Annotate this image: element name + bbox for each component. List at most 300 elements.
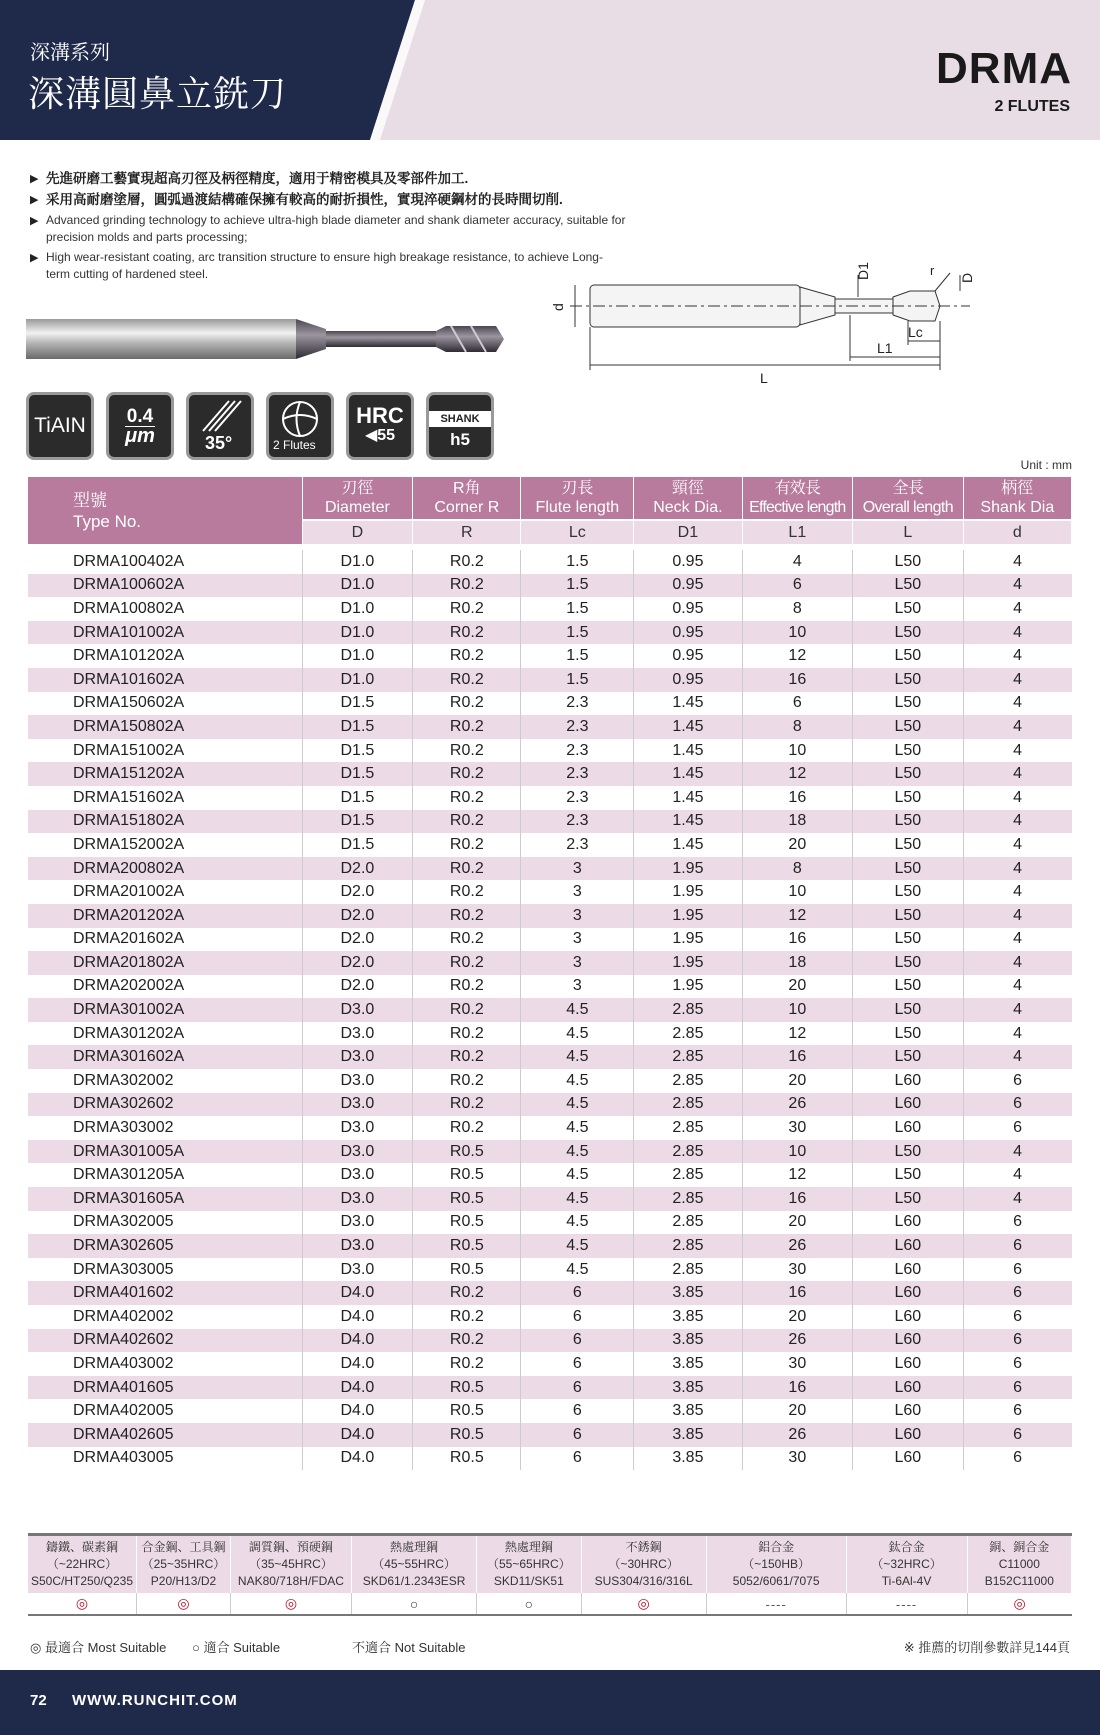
- spec-cell: 2.85: [634, 1116, 742, 1140]
- spec-cell: 26: [742, 1093, 853, 1117]
- spec-cell: 18: [742, 951, 853, 975]
- type-no-cell: DRMA200802A: [28, 857, 302, 881]
- materials-header-row: [28, 1535, 1072, 1594]
- spec-cell: 1.45: [634, 833, 742, 857]
- spec-cell: R0.5: [413, 1234, 521, 1258]
- dim-r-label: r: [930, 263, 935, 278]
- material-header: [137, 1535, 231, 1594]
- spec-cell: 4.5: [521, 998, 634, 1022]
- table-row: [28, 762, 1072, 786]
- material-rating: [846, 1593, 967, 1615]
- spec-cell: L50: [853, 715, 964, 739]
- feature-text: High wear-resistant coating, arc transition structure to ensure high breakage resistance, to achieve Long-term cutting of hardened steel.: [46, 250, 603, 281]
- spec-cell: L60: [853, 1423, 964, 1447]
- spec-cell: L50: [853, 1022, 964, 1046]
- spec-cell: 6: [963, 1376, 1071, 1400]
- type-no-cell: DRMA152002A: [28, 833, 302, 857]
- table-row: [28, 1305, 1072, 1329]
- table-row: [28, 1045, 1072, 1069]
- table-row: [28, 692, 1072, 716]
- spec-cell: 12: [742, 904, 853, 928]
- type-no-cell: DRMA302005: [28, 1211, 302, 1235]
- spec-cell: L50: [853, 668, 964, 692]
- material-grades: SKD61/1.2343ESR: [362, 1574, 466, 1588]
- spec-cell: 4.5: [521, 1022, 634, 1046]
- legend-none: 不適合 Not Suitable: [352, 1640, 466, 1655]
- spec-cell: 4: [963, 928, 1071, 952]
- table-row: [28, 1069, 1072, 1093]
- feature-text: 先進研磨工藝實現超高刃徑及柄徑精度，適用于精密模具及零部件加工.: [46, 171, 469, 186]
- spec-cell: 1.95: [634, 975, 742, 999]
- material-header: [846, 1535, 967, 1594]
- table-row: [28, 833, 1072, 857]
- spec-cell: 4.5: [521, 1163, 634, 1187]
- type-no-cell: DRMA202002A: [28, 975, 302, 999]
- material-range: （~150HB）: [742, 1557, 810, 1571]
- material-range: （45~55HRC）: [372, 1557, 456, 1571]
- spec-cell: 16: [742, 1376, 853, 1400]
- spec-cell: 1.5: [521, 574, 634, 598]
- header-type-no: [28, 477, 302, 544]
- spec-cell: 18: [742, 810, 853, 834]
- spec-cell: D4.0: [302, 1352, 413, 1376]
- spec-cell: 12: [742, 1022, 853, 1046]
- spec-cell: 4: [963, 550, 1071, 574]
- table-row: [28, 1399, 1072, 1423]
- spec-cell: L50: [853, 1140, 964, 1164]
- spec-cell: 4.5: [521, 1187, 634, 1211]
- most-suitable-icon: ◎: [284, 1595, 298, 1611]
- spec-cell: D1.0: [302, 668, 413, 692]
- table-row: [28, 1093, 1072, 1117]
- flutes-label: 2 FLUTES: [994, 98, 1070, 115]
- flutes-icon-label: 2 Flutes: [273, 438, 316, 452]
- header-shank-dia: [963, 477, 1071, 520]
- materials-rating-row: [28, 1593, 1072, 1615]
- spec-cell: 4: [742, 550, 853, 574]
- table-row: [28, 857, 1072, 881]
- type-no-cell: DRMA151002A: [28, 739, 302, 763]
- type-no-cell: DRMA401605: [28, 1376, 302, 1400]
- table-row: [28, 1423, 1072, 1447]
- spec-cell: 0.95: [634, 621, 742, 645]
- feature-bullet: [30, 191, 730, 209]
- shank-value: h5: [450, 430, 470, 449]
- material-name: 熱處理鋼: [504, 1540, 553, 1554]
- material-rating: [230, 1593, 351, 1615]
- type-no-cell: DRMA151202A: [28, 762, 302, 786]
- spec-cell: 20: [742, 833, 853, 857]
- spec-cell: 4: [963, 739, 1071, 763]
- dim-D-label: D: [959, 272, 975, 283]
- material-header: [28, 1535, 137, 1594]
- header-neck-dia: [634, 477, 742, 520]
- spec-cell: 1.45: [634, 739, 742, 763]
- table-row: [28, 715, 1072, 739]
- page-header: [0, 0, 1100, 140]
- spec-table-container: [28, 477, 1072, 1470]
- spec-cell: 10: [742, 880, 853, 904]
- material-rating: [351, 1593, 476, 1615]
- type-no-cell: DRMA100402A: [28, 550, 302, 574]
- material-range: （~30HRC）: [608, 1557, 679, 1571]
- spec-cell: 1.95: [634, 904, 742, 928]
- spec-cell: L50: [853, 621, 964, 645]
- spec-cell: 4: [963, 621, 1071, 645]
- table-row: [28, 1281, 1072, 1305]
- spec-cell: 10: [742, 998, 853, 1022]
- symbol-D: D: [302, 520, 413, 544]
- table-row: [28, 668, 1072, 692]
- spec-cell: 1.5: [521, 621, 634, 645]
- material-grades: SUS304/316/316L: [594, 1574, 693, 1588]
- unit-label: Unit : mm: [1020, 458, 1072, 472]
- spec-cell: 20: [742, 1399, 853, 1423]
- shank-label: SHANK: [429, 411, 491, 427]
- header-en: Shank Dia: [980, 499, 1055, 516]
- spec-cell: L50: [853, 975, 964, 999]
- material-header: [477, 1535, 581, 1594]
- header-zh: 柄徑: [1001, 480, 1034, 497]
- spec-cell: 4: [963, 951, 1071, 975]
- type-no-cell: DRMA101202A: [28, 644, 302, 668]
- spec-cell: 6: [521, 1447, 634, 1471]
- spec-cell: D3.0: [302, 1045, 413, 1069]
- spec-cell: 1.45: [634, 810, 742, 834]
- type-no-cell: DRMA301002A: [28, 998, 302, 1022]
- spec-cell: 1.95: [634, 951, 742, 975]
- spec-table: [28, 477, 1072, 1470]
- spec-cell: 4: [963, 715, 1071, 739]
- spec-cell: 12: [742, 1163, 853, 1187]
- spec-cell: R0.2: [413, 1022, 521, 1046]
- not-suitable-mark: ----: [765, 1596, 787, 1612]
- spec-cell: D4.0: [302, 1376, 413, 1400]
- material-name: 鈦合金: [888, 1540, 925, 1554]
- spec-cell: 4: [963, 1163, 1071, 1187]
- spec-cell: L60: [853, 1258, 964, 1282]
- material-range: （~22HRC）: [46, 1557, 118, 1571]
- spec-cell: R0.2: [413, 880, 521, 904]
- table-row: [28, 904, 1072, 928]
- website-link[interactable]: WWW.RUNCHIT.COM: [72, 1692, 238, 1709]
- spec-cell: 1.95: [634, 928, 742, 952]
- spec-cell: 4: [963, 762, 1071, 786]
- symbol-L1: L1: [742, 520, 853, 544]
- spec-cell: 30: [742, 1116, 853, 1140]
- spec-cell: 3.85: [634, 1281, 742, 1305]
- coating-icon: [26, 392, 94, 460]
- material-name: 鋁合金: [758, 1540, 795, 1554]
- table-row: [28, 621, 1072, 645]
- spec-cell: 6: [963, 1352, 1071, 1376]
- spec-cell: R0.2: [413, 762, 521, 786]
- page-number: 72: [30, 1692, 47, 1709]
- spec-cell: 16: [742, 668, 853, 692]
- spec-cell: 4: [963, 904, 1071, 928]
- spec-cell: 2.85: [634, 1045, 742, 1069]
- spec-cell: L50: [853, 998, 964, 1022]
- header-zh: 型號: [73, 490, 107, 510]
- spec-cell: D2.0: [302, 975, 413, 999]
- spec-cell: 26: [742, 1329, 853, 1353]
- table-row: [28, 1187, 1072, 1211]
- spec-cell: 4.5: [521, 1140, 634, 1164]
- spec-cell: L60: [853, 1234, 964, 1258]
- spec-cell: 0.95: [634, 644, 742, 668]
- spec-cell: 2.85: [634, 1163, 742, 1187]
- spec-cell: D3.0: [302, 1258, 413, 1282]
- spec-cell: D2.0: [302, 928, 413, 952]
- type-no-cell: DRMA201002A: [28, 880, 302, 904]
- header-flute-length: [521, 477, 634, 520]
- spec-cell: 3.85: [634, 1376, 742, 1400]
- spec-cell: 6: [963, 1423, 1071, 1447]
- type-no-cell: DRMA201202A: [28, 904, 302, 928]
- spec-cell: D1.5: [302, 715, 413, 739]
- table-row: [28, 1163, 1072, 1187]
- spec-cell: D3.0: [302, 1211, 413, 1235]
- spec-cell: 30: [742, 1258, 853, 1282]
- material-rating: [967, 1593, 1071, 1615]
- coating-label: TiAIN: [34, 414, 86, 437]
- table-row: [28, 810, 1072, 834]
- spec-cell: 2.3: [521, 762, 634, 786]
- spec-cell: 4: [963, 668, 1071, 692]
- table-row: [28, 880, 1072, 904]
- table-row: [28, 1211, 1072, 1235]
- type-no-cell: DRMA303002: [28, 1116, 302, 1140]
- spec-cell: 3: [521, 904, 634, 928]
- table-row: [28, 1352, 1072, 1376]
- spec-cell: 2.85: [634, 1069, 742, 1093]
- spec-cell: 4: [963, 1140, 1071, 1164]
- spec-cell: 2.85: [634, 1258, 742, 1282]
- roughness-icon: [106, 392, 174, 460]
- type-no-cell: DRMA401602: [28, 1281, 302, 1305]
- spec-cell: 1.5: [521, 668, 634, 692]
- materials-table-container: [28, 1533, 1072, 1616]
- spec-cell: R0.5: [413, 1376, 521, 1400]
- hrc-icon: [346, 392, 414, 460]
- material-header: [351, 1535, 476, 1594]
- table-row: [28, 1376, 1072, 1400]
- triangle-bullet-icon: ▶: [30, 173, 39, 185]
- spec-cell: 1.45: [634, 786, 742, 810]
- tool-photo: [26, 315, 556, 365]
- spec-cell: 4.5: [521, 1234, 634, 1258]
- spec-cell: 6: [963, 1258, 1071, 1282]
- most-suitable-icon: ◎: [75, 1595, 89, 1611]
- spec-cell: D4.0: [302, 1281, 413, 1305]
- spec-cell: L50: [853, 951, 964, 975]
- spec-cell: D3.0: [302, 1140, 413, 1164]
- spec-cell: 4.5: [521, 1211, 634, 1235]
- spec-cell: 4.5: [521, 1258, 634, 1282]
- spec-cell: L50: [853, 1163, 964, 1187]
- most-suitable-icon: ◎: [637, 1595, 650, 1611]
- spec-cell: L60: [853, 1329, 964, 1353]
- suitable-icon: ○: [409, 1595, 419, 1612]
- legend-best: ◎ 最適合 Most Suitable: [30, 1640, 167, 1655]
- helix-angle-icon: [186, 392, 254, 460]
- spec-cell: 16: [742, 786, 853, 810]
- feature-list: [30, 170, 730, 286]
- most-suitable-icon: ◎: [1013, 1595, 1026, 1611]
- type-no-cell: DRMA301602A: [28, 1045, 302, 1069]
- table-row: [28, 1329, 1072, 1353]
- material-name: 不銹鋼: [625, 1540, 662, 1554]
- spec-cell: D3.0: [302, 1069, 413, 1093]
- feature-text: Advanced grinding technology to achieve ultra-high blade diameter and shank diameter accuracy, suitable for precision molds and parts processing;: [46, 213, 626, 244]
- helix-angle-label: 35°: [205, 433, 233, 453]
- header-effective-length: [742, 477, 853, 520]
- spec-cell: D1.5: [302, 739, 413, 763]
- material-name: 調質鋼、預硬鋼: [248, 1540, 333, 1554]
- dim-d-label: d: [550, 303, 566, 311]
- spec-cell: L50: [853, 550, 964, 574]
- spec-cell: D1.0: [302, 550, 413, 574]
- type-no-cell: DRMA402002: [28, 1305, 302, 1329]
- spec-cell: 1.95: [634, 880, 742, 904]
- spec-cell: R0.2: [413, 739, 521, 763]
- spec-cell: R0.2: [413, 1329, 521, 1353]
- spec-cell: D4.0: [302, 1447, 413, 1471]
- spec-icons: [26, 392, 494, 460]
- material-header: [230, 1535, 351, 1594]
- symbol-L: L: [853, 520, 964, 544]
- type-no-cell: DRMA402005: [28, 1399, 302, 1423]
- spec-cell: 0.95: [634, 574, 742, 598]
- spec-cell: L60: [853, 1093, 964, 1117]
- spec-cell: 0.95: [634, 550, 742, 574]
- spec-cell: 3: [521, 951, 634, 975]
- spec-cell: 2.3: [521, 692, 634, 716]
- spec-cell: R0.5: [413, 1140, 521, 1164]
- spec-cell: D2.0: [302, 880, 413, 904]
- table-row: [28, 1022, 1072, 1046]
- shank-tolerance-icon: [426, 392, 494, 460]
- spec-cell: 6: [963, 1093, 1071, 1117]
- spec-cell: D3.0: [302, 1116, 413, 1140]
- material-grades: NAK80/718H/FDAC: [237, 1574, 344, 1588]
- spec-cell: L60: [853, 1211, 964, 1235]
- header-en: Overall length: [862, 499, 954, 516]
- material-rating: [706, 1593, 846, 1615]
- spec-cell: 6: [521, 1281, 634, 1305]
- spec-cell: 4: [963, 786, 1071, 810]
- spec-cell: 3.85: [634, 1352, 742, 1376]
- spec-cell: 26: [742, 1234, 853, 1258]
- table-row: [28, 998, 1072, 1022]
- spec-cell: 16: [742, 928, 853, 952]
- roughness-value: 0.4: [126, 405, 154, 427]
- spec-cell: 2.3: [521, 739, 634, 763]
- spec-table-body: [28, 544, 1072, 1470]
- spec-cell: 12: [742, 762, 853, 786]
- spec-cell: D4.0: [302, 1423, 413, 1447]
- spec-cell: R0.2: [413, 786, 521, 810]
- spec-cell: R0.2: [413, 1045, 521, 1069]
- material-grades: P20/H13/D2: [150, 1574, 217, 1588]
- material-name: 銅、銅合金: [989, 1540, 1050, 1554]
- type-no-cell: DRMA151602A: [28, 786, 302, 810]
- spec-cell: R0.2: [413, 1069, 521, 1093]
- material-name: 鑄鐵、碳素鋼: [46, 1540, 119, 1554]
- table-row: [28, 597, 1072, 621]
- header-zh: 頸徑: [671, 480, 704, 497]
- dim-L1-label: L1: [877, 340, 893, 356]
- spec-cell: R0.2: [413, 833, 521, 857]
- material-range: （35~45HRC）: [249, 1557, 333, 1571]
- spec-cell: D1.5: [302, 786, 413, 810]
- type-no-cell: DRMA301202A: [28, 1022, 302, 1046]
- spec-cell: D4.0: [302, 1399, 413, 1423]
- spec-cell: D3.0: [302, 998, 413, 1022]
- spec-cell: L50: [853, 597, 964, 621]
- spec-cell: 4: [963, 1045, 1071, 1069]
- legend-ok: ○ 適合 Suitable: [192, 1640, 281, 1655]
- spec-cell: 3.85: [634, 1423, 742, 1447]
- spec-cell: 6: [963, 1281, 1071, 1305]
- spec-cell: R0.2: [413, 998, 521, 1022]
- spec-cell: 6: [521, 1423, 634, 1447]
- spec-cell: 2.85: [634, 1234, 742, 1258]
- type-no-cell: DRMA301205A: [28, 1163, 302, 1187]
- spec-cell: R0.2: [413, 644, 521, 668]
- spec-cell: R0.5: [413, 1423, 521, 1447]
- most-suitable-icon: ◎: [177, 1595, 190, 1611]
- header-en: Corner R: [434, 499, 500, 516]
- spec-cell: 1.45: [634, 715, 742, 739]
- spec-cell: L50: [853, 786, 964, 810]
- spec-cell: 2.85: [634, 1093, 742, 1117]
- spec-cell: L50: [853, 762, 964, 786]
- spec-cell: R0.2: [413, 1116, 521, 1140]
- material-rating: [137, 1593, 231, 1615]
- material-range: （55~65HRC）: [486, 1557, 571, 1571]
- spec-cell: R0.2: [413, 810, 521, 834]
- material-rating: [477, 1593, 581, 1615]
- material-rating: [581, 1593, 706, 1615]
- spec-cell: 6: [963, 1069, 1071, 1093]
- spec-cell: R0.2: [413, 715, 521, 739]
- type-no-cell: DRMA402605: [28, 1423, 302, 1447]
- material-range: （25~35HRC）: [141, 1557, 226, 1571]
- spec-cell: 8: [742, 857, 853, 881]
- spec-cell: 4: [963, 833, 1071, 857]
- spec-cell: 4: [963, 692, 1071, 716]
- spec-cell: 4.5: [521, 1045, 634, 1069]
- spec-cell: 6: [742, 574, 853, 598]
- spec-cell: 8: [742, 597, 853, 621]
- header-zh: 刃長: [561, 480, 594, 497]
- header-en: Type No.: [73, 511, 142, 531]
- spec-cell: 2.85: [634, 1140, 742, 1164]
- spec-cell: R0.5: [413, 1447, 521, 1471]
- spec-cell: D4.0: [302, 1329, 413, 1353]
- spec-cell: R0.5: [413, 1399, 521, 1423]
- spec-cell: D2.0: [302, 951, 413, 975]
- type-no-cell: DRMA301605A: [28, 1187, 302, 1211]
- table-row: [28, 739, 1072, 763]
- table-row: [28, 786, 1072, 810]
- header-diameter: [302, 477, 413, 520]
- series-subtitle: 深溝系列: [30, 42, 110, 64]
- materials-table: [28, 1533, 1072, 1616]
- spec-cell: 10: [742, 1140, 853, 1164]
- type-no-cell: DRMA101602A: [28, 668, 302, 692]
